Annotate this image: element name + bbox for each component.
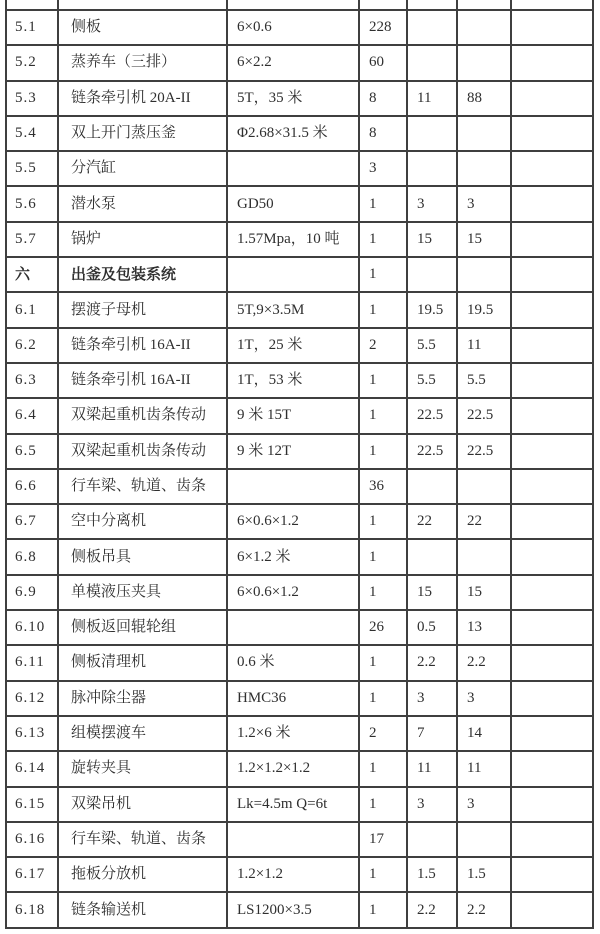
cell-spec: 6×0.6×1.2 — [227, 575, 359, 610]
cell-value-2 — [457, 10, 511, 45]
cell-index: 6.18 — [6, 892, 58, 927]
cell-blank — [511, 0, 593, 10]
cell-blank — [58, 0, 227, 10]
cell-blank — [457, 0, 511, 10]
table-row — [6, 257, 593, 292]
cell-blank — [511, 222, 593, 257]
cell-blank — [511, 45, 593, 80]
cell-quantity: 228 — [359, 10, 407, 45]
cell-index: 6.11 — [6, 645, 58, 680]
cell-name: 出釜及包装系统 — [58, 257, 227, 292]
cell-index: 6.7 — [6, 504, 58, 539]
cell-value-2 — [457, 257, 511, 292]
table-row — [6, 116, 593, 151]
cell-spec: 1.57Mpa，10 吨 — [227, 222, 359, 257]
cell-name: 旋转夹具 — [58, 751, 227, 786]
cell-index: 5.3 — [6, 81, 58, 116]
cell-name: 潜水泵 — [58, 186, 227, 221]
cell-blank — [511, 116, 593, 151]
table-row — [6, 151, 593, 186]
cell-blank — [511, 645, 593, 680]
table-row — [6, 575, 593, 610]
equipment-table-container — [5, 0, 594, 929]
cell-index: 6.5 — [6, 434, 58, 469]
cell-spec: 1.2×1.2×1.2 — [227, 751, 359, 786]
cell-index: 5.5 — [6, 151, 58, 186]
cell-value-1: 15 — [407, 222, 457, 257]
cell-value-1: 0.5 — [407, 610, 457, 645]
cell-name: 链条牵引机 16A-II — [58, 328, 227, 363]
cell-index: 5.7 — [6, 222, 58, 257]
cell-value-2: 11 — [457, 328, 511, 363]
cell-index: 6.13 — [6, 716, 58, 751]
cell-index: 6.2 — [6, 328, 58, 363]
cell-name: 行车梁、轨道、齿条 — [58, 822, 227, 857]
cell-value-2: 14 — [457, 716, 511, 751]
table-row — [6, 681, 593, 716]
cell-spec: LS1200×3.5 — [227, 892, 359, 927]
cell-quantity: 3 — [359, 151, 407, 186]
cell-quantity: 1 — [359, 539, 407, 574]
cell-quantity: 1 — [359, 504, 407, 539]
cell-blank — [511, 398, 593, 433]
cell-value-2: 22 — [457, 504, 511, 539]
cell-spec: 5T,9×3.5M — [227, 292, 359, 327]
table-row — [6, 222, 593, 257]
equipment-table — [5, 0, 594, 929]
table-row — [6, 751, 593, 786]
cell-quantity: 1 — [359, 751, 407, 786]
cell-blank — [6, 0, 58, 10]
cell-spec: 1.2×1.2 — [227, 857, 359, 892]
cell-quantity: 2 — [359, 328, 407, 363]
table-row — [6, 892, 593, 927]
cell-value-1 — [407, 257, 457, 292]
cell-blank — [511, 751, 593, 786]
cell-value-2: 1.5 — [457, 857, 511, 892]
cell-spec: 1T，53 米 — [227, 363, 359, 398]
cell-blank — [511, 328, 593, 363]
cell-blank — [407, 0, 457, 10]
cell-value-2: 19.5 — [457, 292, 511, 327]
cell-name: 链条输送机 — [58, 892, 227, 927]
cell-index: 5.2 — [6, 45, 58, 80]
cell-value-1 — [407, 116, 457, 151]
cell-quantity: 1 — [359, 892, 407, 927]
cell-quantity: 1 — [359, 398, 407, 433]
cell-spec: 6×0.6×1.2 — [227, 504, 359, 539]
table-row — [6, 434, 593, 469]
cell-spec: HMC36 — [227, 681, 359, 716]
cell-name: 摆渡子母机 — [58, 292, 227, 327]
cell-spec: 6×0.6 — [227, 10, 359, 45]
cell-value-1: 1.5 — [407, 857, 457, 892]
cell-name: 行车梁、轨道、齿条 — [58, 469, 227, 504]
table-row — [6, 363, 593, 398]
cell-value-1: 7 — [407, 716, 457, 751]
cell-index: 6.4 — [6, 398, 58, 433]
cell-value-1: 5.5 — [407, 363, 457, 398]
cell-blank — [511, 257, 593, 292]
cell-index: 6.16 — [6, 822, 58, 857]
cell-quantity: 8 — [359, 81, 407, 116]
cell-value-2 — [457, 469, 511, 504]
cell-spec: Lk=4.5m Q=6t — [227, 787, 359, 822]
cell-blank — [511, 151, 593, 186]
cell-value-1 — [407, 10, 457, 45]
cell-name: 拖板分放机 — [58, 857, 227, 892]
cell-quantity: 2 — [359, 716, 407, 751]
cell-name: 双梁起重机齿条传动 — [58, 434, 227, 469]
table-row — [6, 645, 593, 680]
cell-value-2: 3 — [457, 787, 511, 822]
cell-value-1: 22.5 — [407, 398, 457, 433]
table-row — [6, 398, 593, 433]
cell-blank — [511, 469, 593, 504]
cell-index: 6.15 — [6, 787, 58, 822]
cell-value-2: 2.2 — [457, 645, 511, 680]
cell-value-1: 3 — [407, 787, 457, 822]
cell-value-1: 22 — [407, 504, 457, 539]
cell-value-2: 3 — [457, 681, 511, 716]
cell-spec: 6×2.2 — [227, 45, 359, 80]
cell-blank — [511, 716, 593, 751]
cell-value-1: 15 — [407, 575, 457, 610]
cell-blank — [511, 539, 593, 574]
cell-value-2: 22.5 — [457, 398, 511, 433]
cell-index: 6.6 — [6, 469, 58, 504]
cell-blank — [511, 857, 593, 892]
cell-quantity: 1 — [359, 363, 407, 398]
cell-value-2: 22.5 — [457, 434, 511, 469]
table-row — [6, 787, 593, 822]
cell-index: 6.9 — [6, 575, 58, 610]
table-row — [6, 716, 593, 751]
cell-spec: 1T，25 米 — [227, 328, 359, 363]
cell-blank — [511, 363, 593, 398]
cell-name: 脉冲除尘器 — [58, 681, 227, 716]
cell-value-2: 3 — [457, 186, 511, 221]
cell-blank — [511, 504, 593, 539]
cell-name: 双上开门蒸压釜 — [58, 116, 227, 151]
cell-name: 侧板 — [58, 10, 227, 45]
cell-index: 6.10 — [6, 610, 58, 645]
cell-value-1 — [407, 822, 457, 857]
cell-spec: 1.2×6 米 — [227, 716, 359, 751]
cell-blank — [511, 822, 593, 857]
cell-name: 双梁起重机齿条传动 — [58, 398, 227, 433]
table-row — [6, 45, 593, 80]
cell-quantity: 17 — [359, 822, 407, 857]
cell-value-2: 13 — [457, 610, 511, 645]
cell-name: 组模摆渡车 — [58, 716, 227, 751]
cell-value-1: 5.5 — [407, 328, 457, 363]
cell-blank — [511, 892, 593, 927]
cell-value-1: 19.5 — [407, 292, 457, 327]
table-row — [6, 292, 593, 327]
cell-value-2 — [457, 151, 511, 186]
cell-blank — [511, 186, 593, 221]
cell-spec: 6×1.2 米 — [227, 539, 359, 574]
cell-index: 6.3 — [6, 363, 58, 398]
cell-blank — [511, 434, 593, 469]
cell-spec — [227, 151, 359, 186]
cell-spec: 9 米 15T — [227, 398, 359, 433]
table-row — [6, 328, 593, 363]
cell-value-2: 11 — [457, 751, 511, 786]
cell-quantity: 1 — [359, 257, 407, 292]
cell-blank — [511, 81, 593, 116]
cell-spec: Φ2.68×31.5 米 — [227, 116, 359, 151]
cell-name: 锅炉 — [58, 222, 227, 257]
cell-quantity: 1 — [359, 857, 407, 892]
cell-index: 6.17 — [6, 857, 58, 892]
cell-value-2 — [457, 116, 511, 151]
cell-index: 5.4 — [6, 116, 58, 151]
cell-value-2: 15 — [457, 575, 511, 610]
cell-value-1: 22.5 — [407, 434, 457, 469]
cell-name: 侧板返回辊轮组 — [58, 610, 227, 645]
cell-spec — [227, 469, 359, 504]
cell-quantity: 1 — [359, 575, 407, 610]
cell-index: 5.1 — [6, 10, 58, 45]
cell-spec: 0.6 米 — [227, 645, 359, 680]
cell-value-1 — [407, 469, 457, 504]
cell-value-1 — [407, 539, 457, 574]
cell-value-1 — [407, 151, 457, 186]
cell-name: 蒸养车（三排） — [58, 45, 227, 80]
cell-value-1: 11 — [407, 81, 457, 116]
cell-spec: GD50 — [227, 186, 359, 221]
cutoff-row-top — [6, 0, 593, 10]
table-row — [6, 610, 593, 645]
cell-quantity: 60 — [359, 45, 407, 80]
cell-index: 6.8 — [6, 539, 58, 574]
cell-value-2: 88 — [457, 81, 511, 116]
cell-name: 侧板吊具 — [58, 539, 227, 574]
cell-name: 双梁吊机 — [58, 787, 227, 822]
cell-name: 单模液压夹具 — [58, 575, 227, 610]
cell-index: 六 — [6, 257, 58, 292]
cell-spec — [227, 257, 359, 292]
cell-spec — [227, 610, 359, 645]
cell-blank — [511, 681, 593, 716]
cell-quantity: 1 — [359, 186, 407, 221]
cell-quantity: 1 — [359, 645, 407, 680]
cell-value-1: 11 — [407, 751, 457, 786]
cell-value-2: 15 — [457, 222, 511, 257]
cell-value-2: 5.5 — [457, 363, 511, 398]
cell-name: 侧板清理机 — [58, 645, 227, 680]
table-row — [6, 504, 593, 539]
cell-quantity: 1 — [359, 292, 407, 327]
cell-value-2 — [457, 822, 511, 857]
table-row — [6, 81, 593, 116]
cell-quantity: 1 — [359, 787, 407, 822]
cell-spec: 5T，35 米 — [227, 81, 359, 116]
table-row — [6, 10, 593, 45]
cell-quantity: 1 — [359, 434, 407, 469]
table-row — [6, 822, 593, 857]
cell-quantity: 36 — [359, 469, 407, 504]
table-row — [6, 186, 593, 221]
cell-value-2: 2.2 — [457, 892, 511, 927]
cell-index: 6.14 — [6, 751, 58, 786]
cell-value-2 — [457, 45, 511, 80]
cell-blank — [511, 10, 593, 45]
cell-quantity: 1 — [359, 222, 407, 257]
cell-name: 空中分离机 — [58, 504, 227, 539]
cell-index: 5.6 — [6, 186, 58, 221]
cell-value-1 — [407, 45, 457, 80]
table-row — [6, 857, 593, 892]
cell-value-1: 2.2 — [407, 892, 457, 927]
cell-blank — [227, 0, 359, 10]
cell-blank — [511, 575, 593, 610]
cell-value-1: 3 — [407, 681, 457, 716]
cell-blank — [511, 610, 593, 645]
cell-blank — [359, 0, 407, 10]
cell-blank — [511, 787, 593, 822]
cell-spec — [227, 822, 359, 857]
cell-value-1: 2.2 — [407, 645, 457, 680]
cell-value-1: 3 — [407, 186, 457, 221]
cell-quantity: 1 — [359, 681, 407, 716]
cell-spec: 9 米 12T — [227, 434, 359, 469]
cell-blank — [511, 292, 593, 327]
table-row — [6, 469, 593, 504]
cell-quantity: 8 — [359, 116, 407, 151]
cell-name: 链条牵引机 20A-II — [58, 81, 227, 116]
cell-index: 6.12 — [6, 681, 58, 716]
cell-value-2 — [457, 539, 511, 574]
table-row — [6, 539, 593, 574]
cell-quantity: 26 — [359, 610, 407, 645]
cell-index: 6.1 — [6, 292, 58, 327]
equipment-table-body — [6, 0, 593, 928]
cell-name: 分汽缸 — [58, 151, 227, 186]
cell-name: 链条牵引机 16A-II — [58, 363, 227, 398]
